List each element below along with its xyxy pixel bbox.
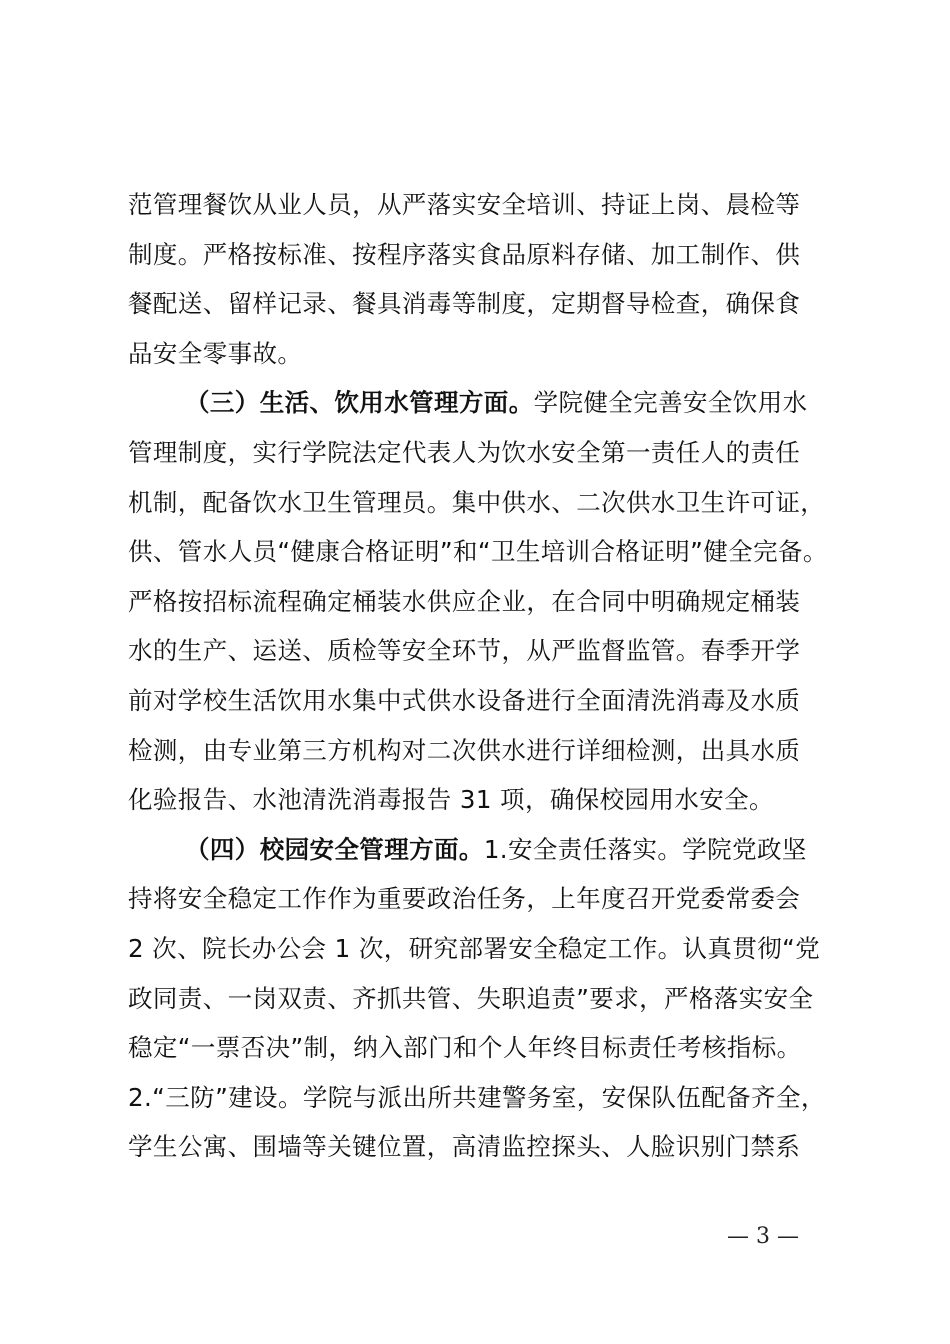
text-line: 政同责、一岗双责、齐抓共管、失职追责”要求，严格落实安全 [128, 983, 814, 1013]
text-line: 制度。严格按标准、按程序落实食品原料存储、加工制作、供 [128, 239, 801, 269]
section-3-first-line [128, 378, 868, 428]
section-4-first-line [128, 825, 868, 875]
text-line: 稳定“一票否决”制，纳入部门和个人年终目标责任考核指标。 [128, 1033, 802, 1063]
text-line: 化验报告、水池清洗消毒报告 31 项，确保校园用水安全。 [128, 785, 774, 815]
section-3-heading: （三）生活、饮用水管理方面。 [185, 388, 534, 418]
text-line: 品安全零事故。 [128, 338, 303, 368]
page-number: — 3 — [727, 1224, 799, 1249]
text-line: 水的生产、运送、质检等安全环节，从严监督监管。春季开学 [128, 636, 801, 666]
text-line: 检测，由专业第三方机构对二次供水进行详细检测，出具水质 [128, 735, 801, 765]
text-line: 前对学校生活饮用水集中式供水设备进行全面清洗消毒及水质 [128, 685, 801, 715]
text-line: 管理制度，实行学院法定代表人为饮水安全第一责任人的责任 [128, 437, 801, 467]
text-line: 2 次、院长办公会 1 次，研究部署安全稳定工作。认真贯彻“党 [128, 933, 821, 963]
text-line: 持将安全稳定工作作为重要政治任务，上年度召开党委常委会 [128, 884, 801, 914]
text-line: 学生公寓、围墙等关键位置，高清监控探头、人脸识别门禁系 [128, 1132, 801, 1162]
text-line: 机制，配备饮水卫生管理员。集中供水、二次供水卫生许可证， [128, 487, 826, 517]
text-line: 2.“三防”建设。学院与派出所共建警务室，安保队伍配备齐全， [128, 1082, 826, 1112]
text-line: 严格按招标流程确定桶装水供应企业，在合同中明确规定桶装 [128, 586, 801, 616]
body-text [128, 180, 868, 1172]
section-3-first-line-text: 学院健全完善安全饮用水 [533, 388, 808, 418]
text-line: 餐配送、留样记录、餐具消毒等制度，定期督导检查，确保食 [128, 289, 801, 319]
section-4-first-line-text: 1.安全责任落实。学院党政坚 [483, 834, 807, 864]
text-line: 范管理餐饮从业人员，从严落实安全培训、持证上岗、晨检等 [128, 190, 801, 219]
section-4-heading: （四）校园安全管理方面。 [185, 834, 484, 864]
text-line: 供、管水人员“健康合格证明”和“卫生培训合格证明”健全完备。 [128, 537, 828, 567]
